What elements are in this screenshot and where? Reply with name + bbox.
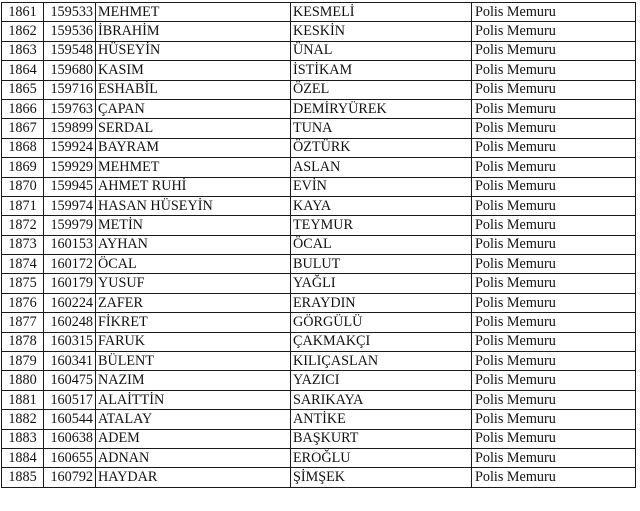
last-name-cell: ÜNAL <box>291 41 472 60</box>
registry-id-cell: 160638 <box>44 429 96 448</box>
registry-id-cell: 159763 <box>44 99 96 118</box>
registry-id-cell: 159924 <box>44 138 96 157</box>
registry-id-cell: 160792 <box>44 468 96 487</box>
rank-title-cell: Polis Memuru <box>472 313 636 332</box>
row-number-cell: 1868 <box>2 138 44 157</box>
last-name-cell: ÇAKMAKÇI <box>291 332 472 351</box>
registry-id-cell: 159945 <box>44 177 96 196</box>
row-number-cell: 1873 <box>2 235 44 254</box>
registry-id-cell: 160475 <box>44 371 96 390</box>
first-name-cell: ÖCAL <box>96 255 291 274</box>
rank-title-cell: Polis Memuru <box>472 235 636 254</box>
last-name-cell: KESKİN <box>291 22 472 41</box>
row-number-cell: 1872 <box>2 216 44 235</box>
table-row <box>2 158 636 177</box>
rank-title-cell: Polis Memuru <box>472 410 636 429</box>
last-name-cell: YAĞLI <box>291 274 472 293</box>
table-row <box>2 119 636 138</box>
personnel-table <box>1 2 636 488</box>
row-number-cell: 1863 <box>2 41 44 60</box>
last-name-cell: DEMİRYÜREK <box>291 99 472 118</box>
rank-title-cell: Polis Memuru <box>472 255 636 274</box>
row-number-cell: 1869 <box>2 158 44 177</box>
last-name-cell: ÖZEL <box>291 80 472 99</box>
row-number-cell: 1884 <box>2 448 44 467</box>
last-name-cell: ÖCAL <box>291 235 472 254</box>
last-name-cell: ERAYDIN <box>291 293 472 312</box>
registry-id-cell: 159536 <box>44 22 96 41</box>
table-row <box>2 41 636 60</box>
rank-title-cell: Polis Memuru <box>472 177 636 196</box>
row-number-cell: 1875 <box>2 274 44 293</box>
last-name-cell: YAZICI <box>291 371 472 390</box>
row-number-cell: 1867 <box>2 119 44 138</box>
last-name-cell: ASLAN <box>291 158 472 177</box>
first-name-cell: FARUK <box>96 332 291 351</box>
table-row <box>2 196 636 215</box>
first-name-cell: YUSUF <box>96 274 291 293</box>
row-number-cell: 1861 <box>2 3 44 22</box>
row-number-cell: 1878 <box>2 332 44 351</box>
row-number-cell: 1864 <box>2 61 44 80</box>
table-row <box>2 448 636 467</box>
first-name-cell: BAYRAM <box>96 138 291 157</box>
last-name-cell: KAYA <box>291 196 472 215</box>
first-name-cell: ALAİTTİN <box>96 390 291 409</box>
first-name-cell: İBRAHİM <box>96 22 291 41</box>
rank-title-cell: Polis Memuru <box>472 448 636 467</box>
rank-title-cell: Polis Memuru <box>472 99 636 118</box>
rank-title-cell: Polis Memuru <box>472 468 636 487</box>
rank-title-cell: Polis Memuru <box>472 196 636 215</box>
row-number-cell: 1865 <box>2 80 44 99</box>
rank-title-cell: Polis Memuru <box>472 22 636 41</box>
registry-id-cell: 160179 <box>44 274 96 293</box>
row-number-cell: 1881 <box>2 390 44 409</box>
first-name-cell: FİKRET <box>96 313 291 332</box>
row-number-cell: 1879 <box>2 352 44 371</box>
registry-id-cell: 160655 <box>44 448 96 467</box>
first-name-cell: ATALAY <box>96 410 291 429</box>
table-body <box>2 3 636 488</box>
registry-id-cell: 160315 <box>44 332 96 351</box>
first-name-cell: AHMET RUHİ <box>96 177 291 196</box>
rank-title-cell: Polis Memuru <box>472 41 636 60</box>
rank-title-cell: Polis Memuru <box>472 138 636 157</box>
registry-id-cell: 159974 <box>44 196 96 215</box>
first-name-cell: ÇAPAN <box>96 99 291 118</box>
registry-id-cell: 160341 <box>44 352 96 371</box>
registry-id-cell: 159548 <box>44 41 96 60</box>
rank-title-cell: Polis Memuru <box>472 3 636 22</box>
table-row <box>2 332 636 351</box>
first-name-cell: HÜSEYİN <box>96 41 291 60</box>
table-row <box>2 390 636 409</box>
table-row <box>2 138 636 157</box>
table-row <box>2 468 636 487</box>
first-name-cell: MEHMET <box>96 3 291 22</box>
registry-id-cell: 160153 <box>44 235 96 254</box>
registry-id-cell: 159716 <box>44 80 96 99</box>
registry-id-cell: 160248 <box>44 313 96 332</box>
table-row <box>2 99 636 118</box>
registry-id-cell: 159533 <box>44 3 96 22</box>
table-row <box>2 313 636 332</box>
last-name-cell: EVİN <box>291 177 472 196</box>
last-name-cell: ANTİKE <box>291 410 472 429</box>
first-name-cell: HAYDAR <box>96 468 291 487</box>
last-name-cell: ŞİMŞEK <box>291 468 472 487</box>
rank-title-cell: Polis Memuru <box>472 274 636 293</box>
table-row <box>2 293 636 312</box>
last-name-cell: TEYMUR <box>291 216 472 235</box>
first-name-cell: SERDAL <box>96 119 291 138</box>
first-name-cell: BÜLENT <box>96 352 291 371</box>
table-row <box>2 216 636 235</box>
rank-title-cell: Polis Memuru <box>472 61 636 80</box>
first-name-cell: HASAN HÜSEYİN <box>96 196 291 215</box>
registry-id-cell: 159979 <box>44 216 96 235</box>
first-name-cell: ADEM <box>96 429 291 448</box>
table-row <box>2 80 636 99</box>
last-name-cell: BAŞKURT <box>291 429 472 448</box>
first-name-cell: KASIM <box>96 61 291 80</box>
rank-title-cell: Polis Memuru <box>472 429 636 448</box>
row-number-cell: 1866 <box>2 99 44 118</box>
row-number-cell: 1862 <box>2 22 44 41</box>
last-name-cell: EROĞLU <box>291 448 472 467</box>
registry-id-cell: 160517 <box>44 390 96 409</box>
table-row <box>2 61 636 80</box>
row-number-cell: 1877 <box>2 313 44 332</box>
rank-title-cell: Polis Memuru <box>472 158 636 177</box>
table-row <box>2 429 636 448</box>
table-row <box>2 22 636 41</box>
registry-id-cell: 159899 <box>44 119 96 138</box>
last-name-cell: KESMELİ <box>291 3 472 22</box>
last-name-cell: GÖRGÜLÜ <box>291 313 472 332</box>
row-number-cell: 1883 <box>2 429 44 448</box>
rank-title-cell: Polis Memuru <box>472 293 636 312</box>
last-name-cell: SARIKAYA <box>291 390 472 409</box>
table-row <box>2 371 636 390</box>
table-row <box>2 352 636 371</box>
row-number-cell: 1874 <box>2 255 44 274</box>
first-name-cell: ADNAN <box>96 448 291 467</box>
first-name-cell: NAZIM <box>96 371 291 390</box>
row-number-cell: 1880 <box>2 371 44 390</box>
last-name-cell: ÖZTÜRK <box>291 138 472 157</box>
rank-title-cell: Polis Memuru <box>472 119 636 138</box>
first-name-cell: METİN <box>96 216 291 235</box>
rank-title-cell: Polis Memuru <box>472 352 636 371</box>
last-name-cell: İSTİKAM <box>291 61 472 80</box>
last-name-cell: BULUT <box>291 255 472 274</box>
table-row <box>2 274 636 293</box>
rank-title-cell: Polis Memuru <box>472 390 636 409</box>
rank-title-cell: Polis Memuru <box>472 332 636 351</box>
registry-id-cell: 159680 <box>44 61 96 80</box>
first-name-cell: AYHAN <box>96 235 291 254</box>
rank-title-cell: Polis Memuru <box>472 371 636 390</box>
first-name-cell: MEHMET <box>96 158 291 177</box>
row-number-cell: 1870 <box>2 177 44 196</box>
first-name-cell: ZAFER <box>96 293 291 312</box>
registry-id-cell: 160172 <box>44 255 96 274</box>
first-name-cell: ESHABİL <box>96 80 291 99</box>
registry-id-cell: 160544 <box>44 410 96 429</box>
last-name-cell: KILIÇASLAN <box>291 352 472 371</box>
registry-id-cell: 160224 <box>44 293 96 312</box>
table-row <box>2 3 636 22</box>
row-number-cell: 1882 <box>2 410 44 429</box>
table-row <box>2 235 636 254</box>
rank-title-cell: Polis Memuru <box>472 80 636 99</box>
table-row <box>2 410 636 429</box>
registry-id-cell: 159929 <box>44 158 96 177</box>
rank-title-cell: Polis Memuru <box>472 216 636 235</box>
last-name-cell: TUNA <box>291 119 472 138</box>
row-number-cell: 1885 <box>2 468 44 487</box>
row-number-cell: 1871 <box>2 196 44 215</box>
table-row <box>2 177 636 196</box>
table-row <box>2 255 636 274</box>
row-number-cell: 1876 <box>2 293 44 312</box>
